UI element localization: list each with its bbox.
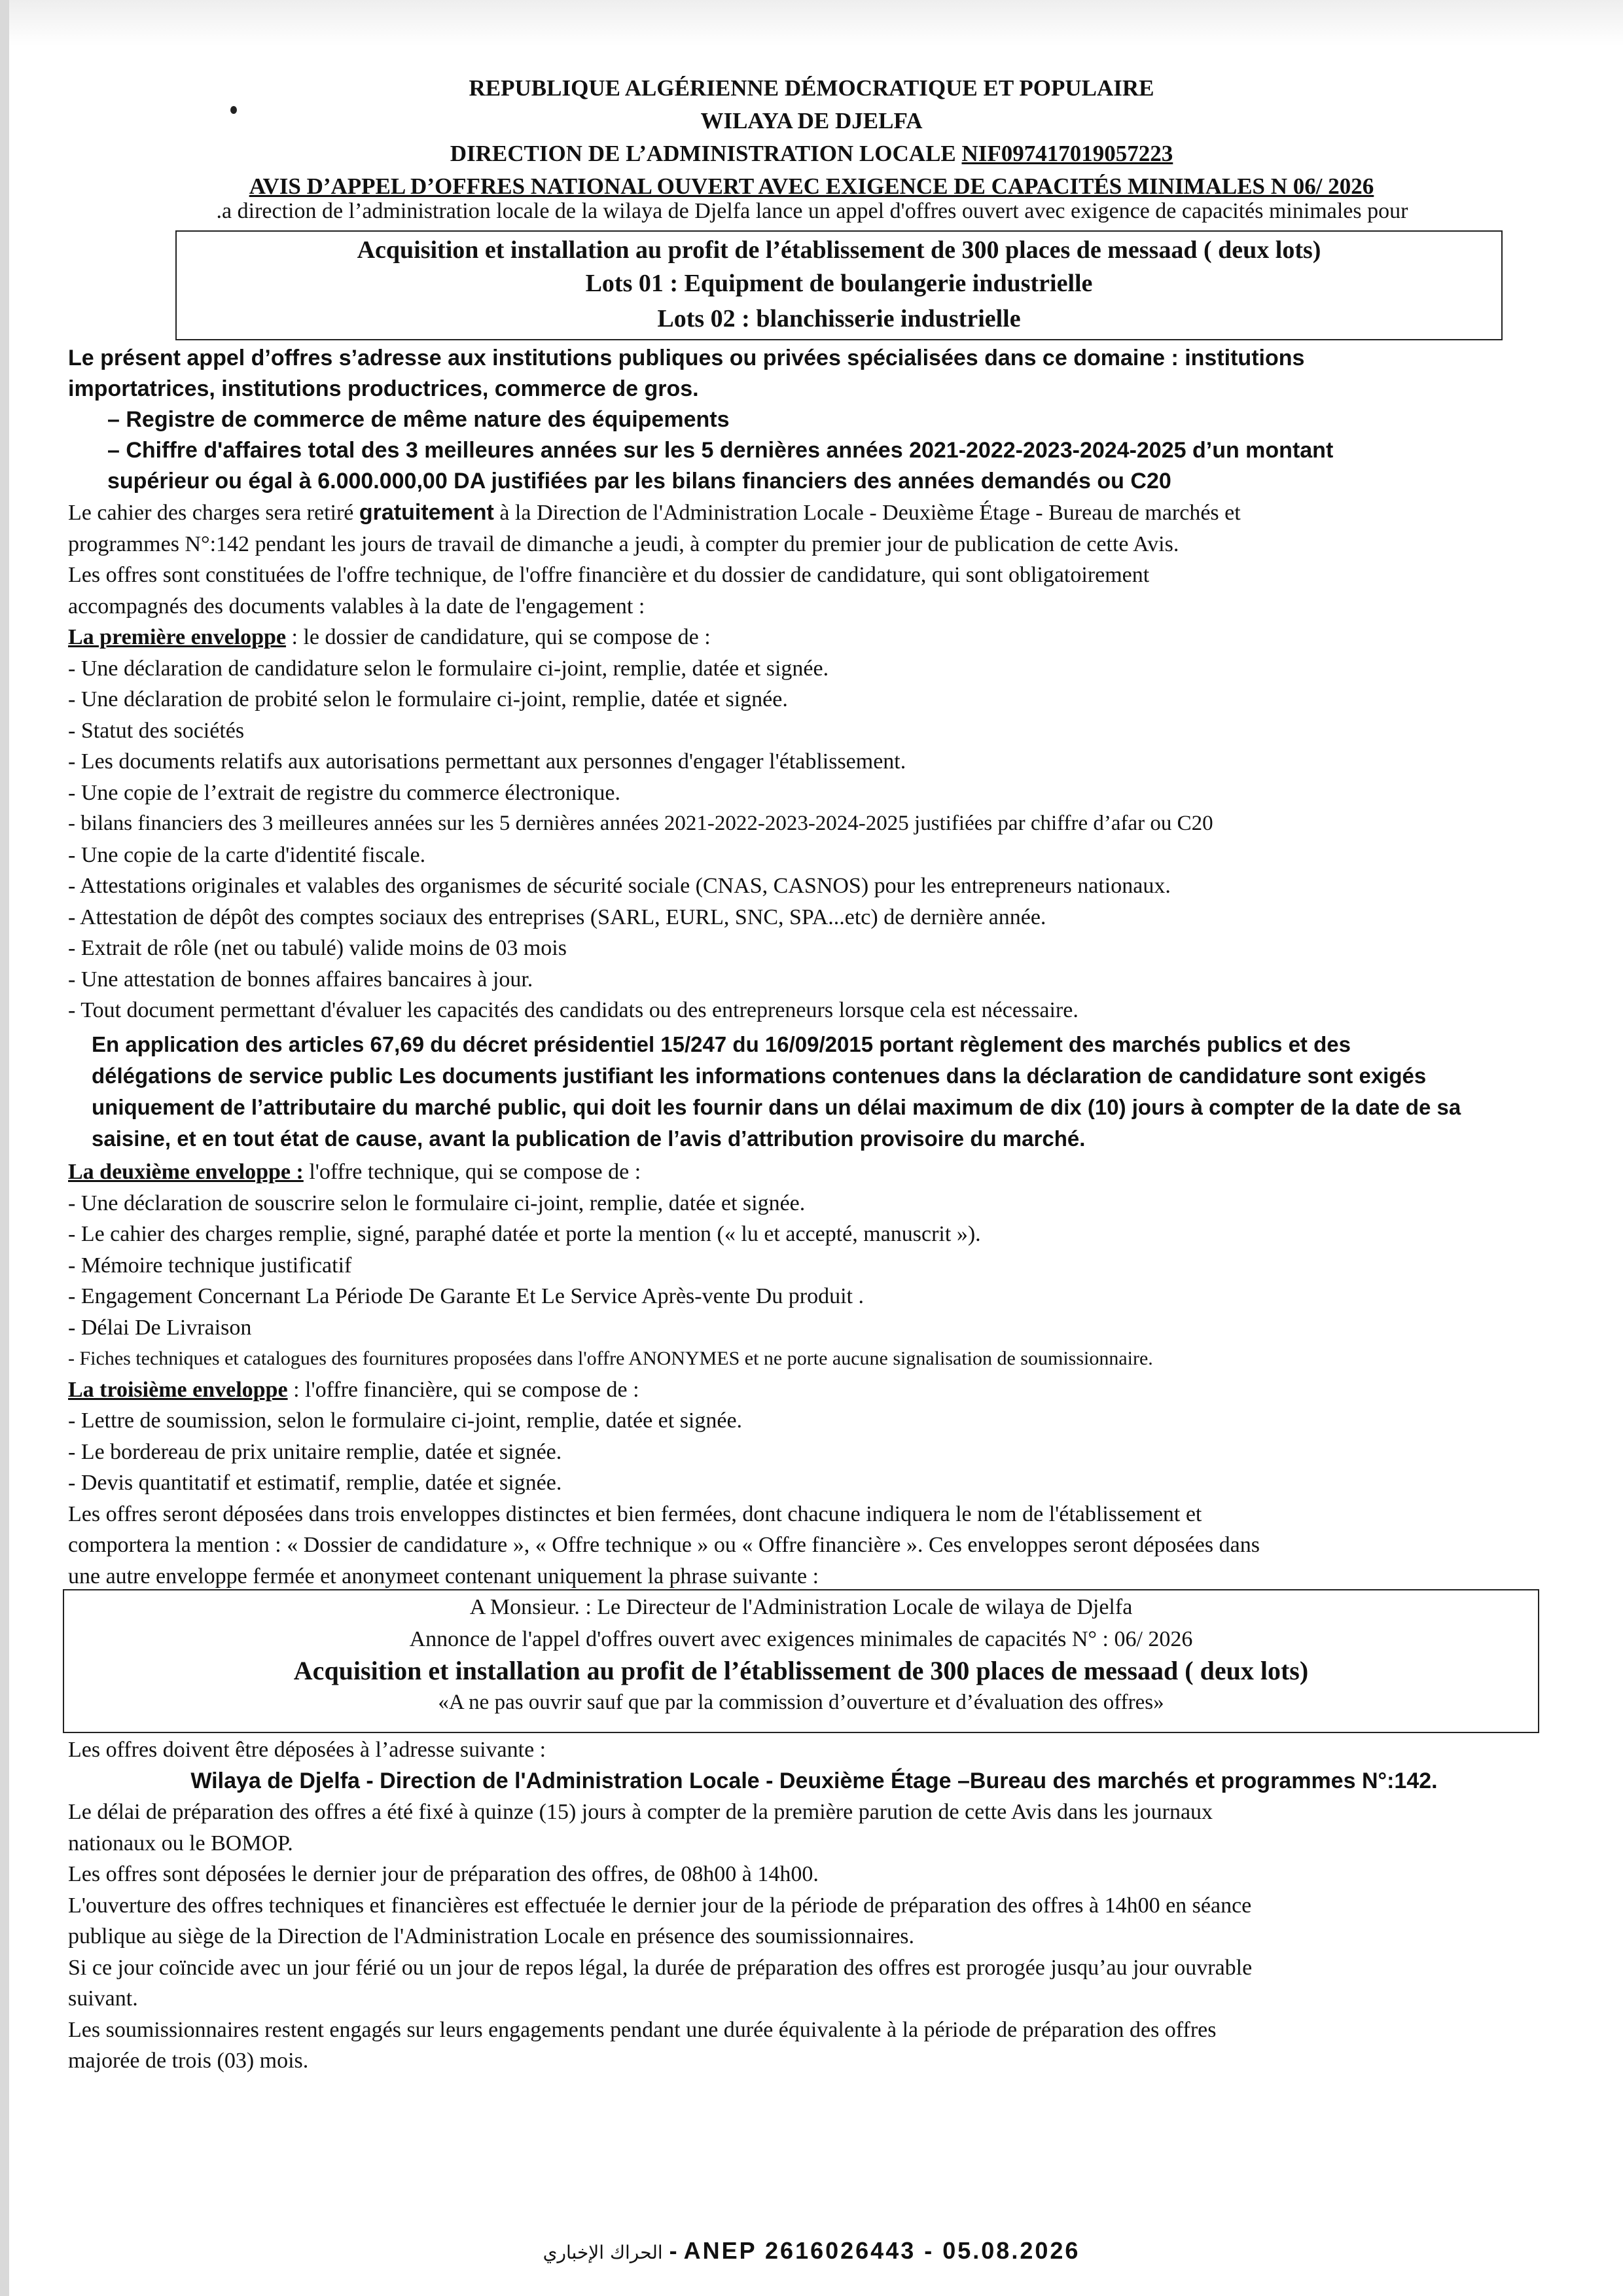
scan-shadow-top xyxy=(0,0,1623,46)
header-notice-title: AVIS D’APPEL D’OFFRES NATIONAL OUVERT AVEC EXIGENCE DE CAPACITÉS MINIMALES N 06/ 2026 xyxy=(249,173,1374,199)
list-item: - Une déclaration de probité selon le formulaire ci-joint, remplie, datée et signée. xyxy=(68,687,788,711)
title-box xyxy=(175,230,1503,340)
envelope-addressee: A Monsieur. : Le Directeur de l'Administration Locale de wilaya de Djelfa xyxy=(469,1595,1133,1619)
deposit-address: Wilaya de Djelfa - Direction de l'Administration Locale - Deuxième Étage –Bureau des marchés et programmes N°:142. xyxy=(190,1768,1438,1793)
closing-line: L'ouverture des offres techniques et financières est effectuée le dernier jour de la période de préparation des offres à 14h00 en séance xyxy=(68,1893,1252,1918)
closing-line: publique au siège de la Direction de l'Administration Locale en présence des soumissionnaires. xyxy=(68,1924,915,1948)
list-item: - Une déclaration de candidature selon le formulaire ci-joint, remplie, datée et signée. xyxy=(68,656,829,681)
intro-line: .a direction de l’administration locale de la wilaya de Djelfa lance un appel d'offres ouvert avec exigence de capacités minimales pour xyxy=(216,199,1408,223)
document-header xyxy=(62,72,1561,203)
eligibility-line: Le présent appel d’offres s’adresse aux institutions publiques ou privées spécialisées dans ce domaine : institutions xyxy=(68,346,1305,370)
main-body xyxy=(68,497,1560,1026)
cahier-line: programmes N°:142 pendant les jours de travail de dimanche a jeudi, à compter du premier jour de publication de cette Avis. xyxy=(68,531,1179,556)
lot-1: Lots 01 : Equipment de boulangerie industrielle xyxy=(585,270,1093,297)
deposit-rule-line: une autre enveloppe fermée et anonymeet contenant uniquement la phrase suivante : xyxy=(68,1564,819,1588)
envelope-project-title: Acquisition et installation au profit de l’établissement de 300 places de messaad ( deux lots) xyxy=(293,1656,1309,1685)
deposit-rule-line: comportera la mention : « Dossier de candidature », « Offre technique » ou « Offre financière ». Ces enveloppes seront déposées dans xyxy=(68,1533,1260,1557)
list-item: - Fiches techniques et catalogues des fournitures proposées dans l'offre ANONYMES et ne porte aucune signalisation de soumissionnaire. xyxy=(68,1348,1153,1369)
list-item: - Mémoire technique justificatif xyxy=(68,1253,352,1278)
list-item: - Engagement Concernant La Période De Garante Et Le Service Après-vente Du produit . xyxy=(68,1284,864,1308)
cahier-line: Les offres sont constituées de l'offre technique, de l'offre financière et du dossier de candidature, qui sont obligatoirement xyxy=(68,563,1150,587)
list-item: - Devis quantitatif et estimatif, remplie, datée et signée. xyxy=(68,1471,562,1495)
closing-section xyxy=(68,1734,1560,2077)
eligibility-line: importatrices, institutions productrices, commerce de gros. xyxy=(68,376,699,401)
closing-line: Le délai de préparation des offres a été fixé à quinze (15) jours à compter de la première parution de cette Avis dans les journaux xyxy=(68,1800,1213,1824)
list-item: - Attestation de dépôt des comptes sociaux des entreprises (SARL, EURL, SNC, SPA...etc) de dernière année. xyxy=(68,905,1046,929)
list-item: - Une déclaration de souscrire selon le formulaire ci-joint, remplie, datée et signée. xyxy=(68,1191,806,1215)
envelope-3-heading: La troisième enveloppe : l'offre financière, qui se compose de : xyxy=(68,1377,639,1402)
list-item: - Le cahier des charges remplie, signé, paraphé datée et porte la mention (« lu et accepté, manuscrit »). xyxy=(68,1222,981,1246)
list-item: - Une copie de l’extrait de registre du commerce électronique. xyxy=(68,780,620,805)
list-item: - Les documents relatifs aux autorisations permettant aux personnes d'engager l'établissement. xyxy=(68,749,906,774)
cahier-line: accompagnés des documents valables à la date de l'engagement : xyxy=(68,594,645,619)
publisher-name: الحراك الإخباري xyxy=(543,2242,663,2263)
list-item: - Une copie de la carte d'identité fiscale. xyxy=(68,842,426,867)
requirement-item: – Registre de commerce de même nature des équipements xyxy=(107,407,730,432)
list-item: - Attestations originales et valables des organismes de sécurité sociale (CNAS, CASNOS) pour les entrepreneurs nationaux. xyxy=(68,874,1171,898)
requirement-item: – Chiffre d'affaires total des 3 meilleures années sur les 5 dernières années 2021-2022-2023-2024-2025 d’un montant xyxy=(107,438,1334,463)
requirement-item: supérieur ou égal à 6.000.000,00 DA justifiées par les bilans financiers des années demandés ou C20 xyxy=(107,469,1171,493)
list-item: - Lettre de soumission, selon le formulaire ci-joint, remplie, datée et signée. xyxy=(68,1408,743,1433)
anep-reference: - ANEP 2616026443 - 05.08.2026 xyxy=(662,2237,1080,2264)
header-direction: DIRECTION DE L’ADMINISTRATION LOCALE NIF097417019057223 xyxy=(450,141,1173,166)
scan-edge xyxy=(0,0,9,2296)
legal-article xyxy=(92,1029,1558,1155)
envelopes-2-3 xyxy=(68,1157,1560,1592)
publication-footer xyxy=(0,2237,1623,2265)
list-item: - Statut des sociétés xyxy=(68,718,245,743)
article-line: délégations de service public Les documents justifiant les informations contenues dans la déclaration de candidature sont exigés xyxy=(92,1064,1427,1088)
header-nif: NIF097417019057223 xyxy=(961,141,1173,166)
lot-2: Lots 02 : blanchisserie industrielle xyxy=(657,305,1021,332)
list-item: - Délai De Livraison xyxy=(68,1315,252,1340)
cahier-line: Le cahier des charges sera retiré gratuitement à la Direction de l'Administration Locale - Deuxième Étage - Bureau de marchés et xyxy=(68,500,1241,525)
eligibility-section xyxy=(68,343,1560,497)
header-wilaya: WILAYA DE DJELFA xyxy=(700,108,923,134)
article-line: saisine, et en tout état de cause, avant la publication de l’avis d’attribution provisoire du marché. xyxy=(92,1126,1086,1151)
closing-line: nationaux ou le BOMOP. xyxy=(68,1831,293,1856)
closing-line: Si ce jour coïncide avec un jour férié ou un jour de repos légal, la durée de préparation des offres est prorogée jusqu’au jour ouvrable xyxy=(68,1955,1253,1980)
envelope-2-heading: La deuxième enveloppe : l'offre technique, qui se compose de : xyxy=(68,1160,641,1184)
closing-line: Les offres sont déposées le dernier jour de préparation des offres, de 08h00 à 14h00. xyxy=(68,1862,819,1886)
list-item: - Une attestation de bonnes affaires bancaires à jour. xyxy=(68,967,533,992)
project-title: Acquisition et installation au profit de l’établissement de 300 places de messaad ( deux lots) xyxy=(357,236,1321,264)
closing-line: suivant. xyxy=(68,1986,138,2011)
envelope-warning: «A ne pas ouvrir sauf que par la commission d’ouverture et d’évaluation des offres» xyxy=(438,1691,1164,1714)
deposit-rule-line: Les offres seront déposées dans trois enveloppes distinctes et bien fermées, dont chacune indiquera le nom de l'établissement et xyxy=(68,1501,1202,1526)
envelope-1-heading: La première enveloppe : le dossier de candidature, qui se compose de : xyxy=(68,625,711,649)
article-line: uniquement de l’attributaire du marché public, qui doit les fournir dans un délai maximum de dix (10) jours à compter de la date de sa xyxy=(92,1095,1461,1119)
address-intro: Les offres doivent être déposées à l’adresse suivante : xyxy=(68,1738,546,1762)
list-item: - Le bordereau de prix unitaire remplie, datée et signée. xyxy=(68,1439,562,1464)
envelope-announcement: Annonce de l'appel d'offres ouvert avec exigences minimales de capacités N° : 06/ 2026 xyxy=(409,1627,1193,1651)
header-republic: REPUBLIQUE ALGÉRIENNE DÉMOCRATIQUE ET POPULAIRE xyxy=(469,75,1154,101)
closing-line: Les soumissionnaires restent engagés sur leurs engagements pendant une durée équivalente à la période de préparation des offres xyxy=(68,2017,1217,2042)
closing-line: majorée de trois (03) mois. xyxy=(68,2049,309,2073)
list-item: - bilans financiers des 3 meilleures années sur les 5 dernières années 2021-2022-2023-2024-2025 justifiées par chiffre d’afar ou C20 xyxy=(68,812,1213,835)
list-item: - Extrait de rôle (net ou tabulé) valide moins de 03 mois xyxy=(68,936,567,960)
list-item: - Tout document permettant d'évaluer les capacités des candidats ou des entrepreneurs lorsque cela est nécessaire. xyxy=(68,998,1079,1022)
article-line: En application des articles 67,69 du décret présidentiel 15/247 du 16/09/2015 portant règlement des marchés publics et des xyxy=(92,1032,1351,1056)
envelope-label-box xyxy=(63,1589,1539,1733)
